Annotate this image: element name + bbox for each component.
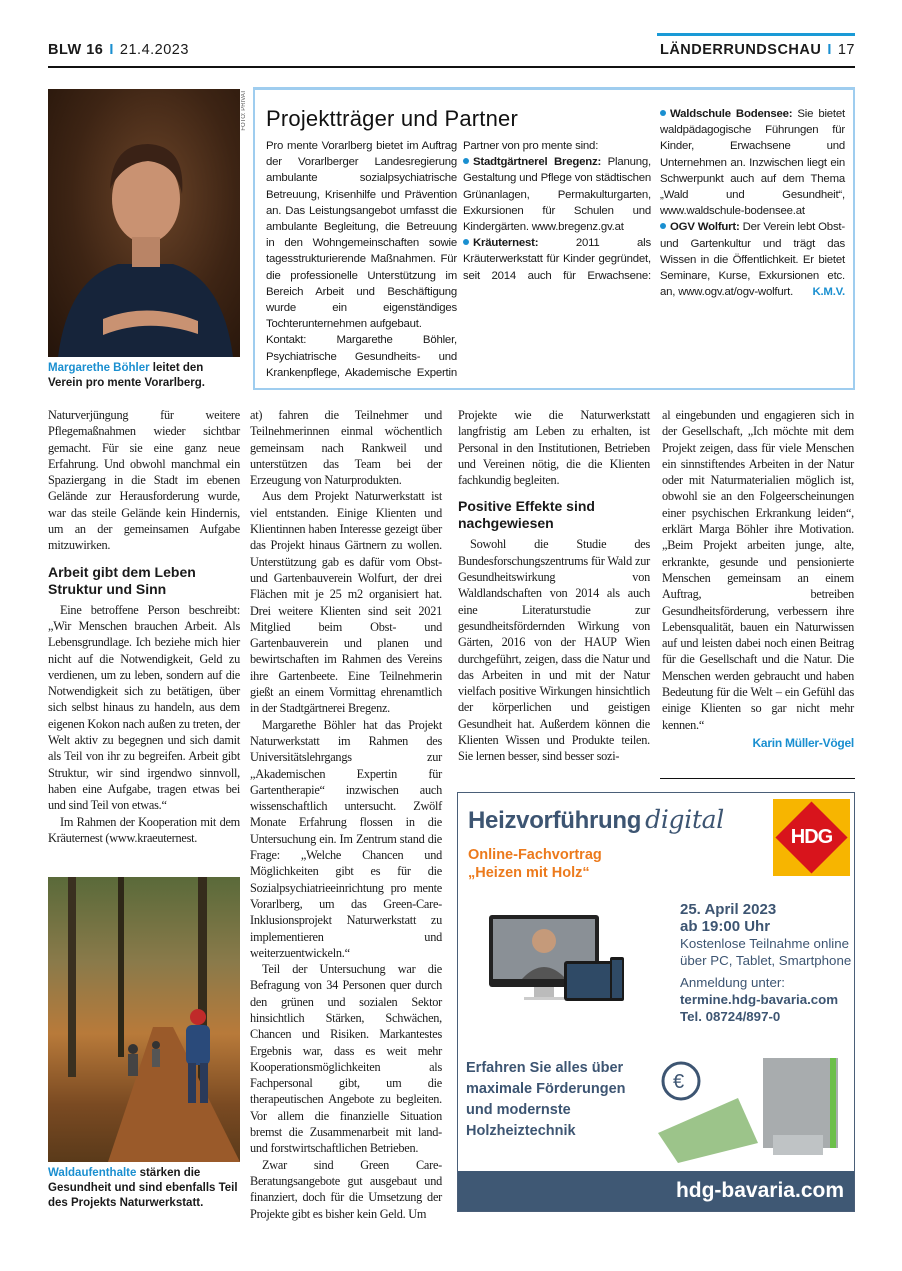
- portrait-caption: [48, 361, 240, 391]
- benefit-line: Erfahren Sie alles über: [466, 1060, 624, 1076]
- initials: K.M.V.: [812, 286, 845, 299]
- register-label: Anmeldung unter:: [680, 975, 785, 990]
- paragraph: Projekte wie die Naturwerkstatt langfristig am Leben zu erhalten, ist Personal in den Institutionen, Betrieben und Vereinen nötig, die die Klienten fachkundig begleiten.: [458, 408, 650, 488]
- event-time: ab 19:00 Uhr: [680, 918, 771, 935]
- publication: BLW 16: [48, 42, 104, 58]
- info-box-title: Projektträger und Partner: [266, 106, 519, 131]
- partner-text: Planung, Gestaltung und Pflege von städtischen Grünanlagen, Permakulturgarten, Exkursionen für Schulen und Kindergärten. www.bregenz.gv.at: [463, 156, 651, 234]
- paragraph: al eingebunden und engagieren sich in der Gesellschaft, „Ich möchte mit dem Projekt zeigen, dass für viele Menschen ein sinnstiftendes Arbeiten in der Natur oder mit Naturmaterialien möglich ist, obwohl sie an den Folgeerscheinungen einer psychischen Erkrankung leiden“, erklärt Marga Böhler ihre Motivation. „Beim Projekt arbeiten junge, alte, erkrankte, gesunde und pensionierte Menschen gemeinsam an einem Auftrag, betreiben Gesundheitsförderung, verbessern ihre Lebensqualität, bauen ein Naturwissen auf und leisten dabei noch einen Beitrag für die Gesellschaft und die Natur. Die Menschen werden gebraucht und haben Bedeutung für die Welt – ein Gefühl das einige Klienten so gar nicht mehr kennen.“: [662, 408, 854, 732]
- paragraph: Im Rahmen der Kooperation mit dem Kräuternest (www.kraeuternest.: [48, 814, 240, 845]
- info-col-3: [660, 106, 845, 300]
- ad-subtitle-2: „Heizen mit Holz“: [468, 865, 590, 881]
- ad-footer-url[interactable]: hdg-bavaria.com: [458, 1171, 854, 1211]
- benefit-line: und modernste: [466, 1102, 571, 1118]
- header-rule: [48, 66, 855, 68]
- partner-item: [463, 235, 651, 283]
- hdg-logo: [773, 799, 850, 876]
- caption-highlight: Margarethe Böhler: [48, 362, 150, 374]
- bullet-icon: [660, 223, 666, 229]
- bullet-icon: [463, 239, 469, 245]
- ad-title-script: digital: [645, 805, 724, 834]
- separator: I: [827, 42, 832, 58]
- partner-text: Der Verein lebt Obst- und Gartenkultur und trägt das Wissen in die Öffentlichkeit. Er bietet Seminare, Kurse, Exkursionen etc. an, www.ogv.at/ogv-wolfurt.: [660, 221, 845, 299]
- paragraph: Naturverjüngung für weitere Pflegemaßnahmen wieder sichtbar gemacht. Für sie eine ganz neue Erfahrung. Und obwohl manchmal ein Spaziergang in die Stadt im ebenen Gelände zur Herausforderung wurde, war das steile Gelände kein Hindernis, um an der gemeinsamen Aufgabe mitzuwirken.: [48, 408, 240, 553]
- article-col-3: [458, 407, 650, 765]
- phone-number: Tel. 08724/897-0: [680, 1009, 781, 1024]
- paragraph: Aus dem Projekt Naturwerkstatt ist viel entstanden. Einige Klienten und Klientinnen haben Interesse gezeigt über das Projekt hinaus Gärtnern zu wollen. Unterstützung gab es dafür vom Obst- und Gartenbauverein Wolfurt, der drei Flächen mit je 25 m2 organisiert hat. Drei weitere Klienten sind seit 2021 Mitglied beim Obst- und Gartenbauverein und planen und bewirtschaften im Rahmen des Vereins ihre Gartenbeete. Eine Teilnehmerin gießt an einem Vormittag ehrenamtlich in der Stadtgärtnerei Bregenz.: [250, 489, 442, 716]
- info-col-1: [266, 138, 457, 378]
- partner-item: [463, 154, 651, 235]
- partner-text: Sie bietet waldpädagogische Führungen für Kinder, Erwachsene und Unternehmen an. Inzwischen liegt ein Schwerpunkt auch auf dem Thema „Wald und Gesundheit“, www.waldschule-bodensee.at: [660, 108, 845, 218]
- subheading: Positive Effekte sind nachgewiesen: [458, 498, 595, 532]
- ad-title: [468, 805, 724, 835]
- subheading: Arbeit gibt dem Leben Struktur und Sinn: [48, 563, 196, 597]
- info-box: [253, 87, 855, 390]
- ad-benefits: [466, 1058, 626, 1142]
- info-intro: Pro mente Vorarlberg bietet im Auftrag der Vorarlberger Landesregierung ambulante sozialpsychiatrische Betreuung, Krisenhilfe und Prävention an. Das Leistungsangebot umfasst die ambulante Begleitung, die Betreuung in den Wohngemeinschaften sowie tagesstrukturierende Maßnahmen. Für die professionelle Unterstützung im Bereich Arbeit und Beschäftigung wurde ein eigenständiges Tochterunternehmen aufgebaut.: [266, 140, 457, 331]
- forest-photo: [48, 877, 240, 1162]
- section-bar: [657, 33, 855, 36]
- partner-item: [660, 106, 845, 219]
- event-info: Kostenlose Teilnahme online: [680, 936, 850, 951]
- photo-credit: FOTO: PRIVAT: [241, 90, 247, 131]
- advertisement[interactable]: [457, 792, 855, 1212]
- forest-caption: [48, 1166, 240, 1211]
- partner-text: 2011 als Kräuterwerkstatt für Kinder gegründet, seit 2014 auch für Erwachsene:: [463, 237, 651, 282]
- section-name: LÄNDERRUNDSCHAU: [659, 42, 822, 58]
- ad-subtitle: [468, 846, 602, 882]
- paragraph: at) fahren die Teilnehmer und Teilnehmerinnen einmal wöchentlich gemeinsam nach Rankweil und unterstützen das Team bei der Erzeugung von Naturprodukten.: [250, 408, 442, 488]
- page-header-right: [660, 42, 855, 58]
- bullet-icon: [660, 110, 666, 116]
- event-details: [680, 901, 851, 1025]
- register-link[interactable]: termine.hdg-bavaria.com: [680, 992, 839, 1007]
- bullet-icon: [463, 158, 469, 164]
- partners-intro: Partner von pro mente sind:: [463, 140, 599, 152]
- devices-image: [486, 911, 628, 1006]
- paragraph: Teil der Untersuchung war die Befragung von 34 Personen quer durch den grünen und sozialen Sektor hinsichtlich Stärken, Schwächen, Chancen und Risiken. Markantestes Ergebnis war, dass es weit mehr Kooperationsmöglichkeiten als Fachpersonal gibt, um die therapeutischen Angebote zu begleiten. Vor allem die finanzielle Situation bremst die Zusammenarbeit mit land- und forstwirtschaftlichen Betrieben.: [250, 962, 442, 1156]
- paragraph: Eine betroffene Person beschreibt: „Wir Menschen brauchen Arbeit. Als Lebensgrundlage. Ich beziehe mich hier nicht auf die Notwendigkeit, Geld zu verdienen, um zu leben, sondern auf die Notwendigkeit sich zu betätigen, über sich selbst hinaus zu handeln, aus dem eigenen Kokon nach außen zu treten, der Welt aktiv zu begegnen und sich damit als Teil von ihr zu begreifen. Arbeit gibt Struktur, wir sind irgendwo sinnvoll, haben eine Aufgabe, tragen etwas bei und sind Teil von etwas.“: [48, 602, 240, 813]
- page-number: 17: [837, 42, 855, 58]
- partner-name: Waldschule Bodensee:: [670, 108, 793, 120]
- partner-item: [660, 219, 845, 300]
- caption-text: leitet den Verein pro mente Vorarlberg.: [48, 362, 206, 389]
- boiler-image: [648, 1043, 848, 1163]
- benefit-line: maximale Förderungen: [466, 1081, 626, 1097]
- article-col-2: [250, 407, 442, 1222]
- partner-name: Kräuternest:: [473, 237, 539, 250]
- partner-name: OGV Wolfurt:: [670, 221, 740, 234]
- paragraph: Zwar sind Green Care-Beratungsangebote gut ausgebaut und finanziert, doch für die Umsetzung der Projekte gibt es bisher kein Geld. Um: [250, 1157, 442, 1221]
- page-header-left: [48, 42, 189, 58]
- logo-text: HDG: [790, 826, 833, 848]
- partner-name: Stadtgärtnerel Bregenz:: [473, 156, 602, 169]
- separator: I: [109, 42, 114, 58]
- paragraph: Sowohl die Studie des Bundesforschungszentrums für Wald zur Gesundheitswirkung von Waldlandschaften von 2014 als auch eine Literaturstudie zur gesundheitsfördernden Wirkung von Gärten, 2016 von der HAUP Wien durchgeführt, zeigen, dass die Natur und das Arbeiten in und mit der Natur vielfach positive Wirkungen hinsichtlich der körperlichen und geistigen Gesundheit hat. Außerdem können die Klienten Wissen und Produkte teilen. Sie lernen besser, sind besser sozi-: [458, 537, 650, 764]
- event-info: über PC, Tablet, Smartphone: [680, 953, 852, 968]
- portrait-photo: [48, 89, 240, 357]
- euro-icon: €: [673, 1071, 685, 1093]
- author: Karin Müller-Vögel: [752, 735, 854, 750]
- info-contact: Kontakt: Margarethe Böhler, Psychiatrische Gesundheits- und Krankenpflege, Akademische Expertin: [266, 334, 457, 378]
- benefit-line: Holzheiztechnik: [466, 1123, 576, 1139]
- issue-date: 21.4.2023: [119, 42, 189, 58]
- paragraph: Margarethe Böhler hat das Projekt Naturwerkstatt im Rahmen des Universitätslehrgangs zur „Akademischen Expertin für Gartentherapie“ inzwischen auch wissenschaftlich untersucht. Zwölf Monate Erfahrung flossen in die Untersuchung ein. Im Zentrum stand die Frage: „Welche Chancen und Möglichkeiten gibt es für die Sozialpsychiatrieeinrichtung pro mente Vorarlberg, um das Green-Care-Inklusionsprojekt Naturwerkstatt zu implementieren und weiterzuentwickeln.“: [250, 717, 442, 960]
- article-col-4: [662, 407, 854, 751]
- info-col-2: [463, 138, 651, 283]
- article-col-1: [48, 407, 240, 846]
- ad-title-text: Heizvorführung: [468, 807, 642, 834]
- event-date: 25. April 2023: [680, 901, 777, 918]
- ad-subtitle-1: Online-Fachvortrag: [468, 847, 602, 863]
- caption-text: stärken die Gesundheit und sind ebenfalls Teil des Projekts Naturwerkstatt.: [48, 1167, 238, 1209]
- divider: [660, 778, 855, 779]
- caption-highlight: Waldaufenthalte: [48, 1167, 137, 1179]
